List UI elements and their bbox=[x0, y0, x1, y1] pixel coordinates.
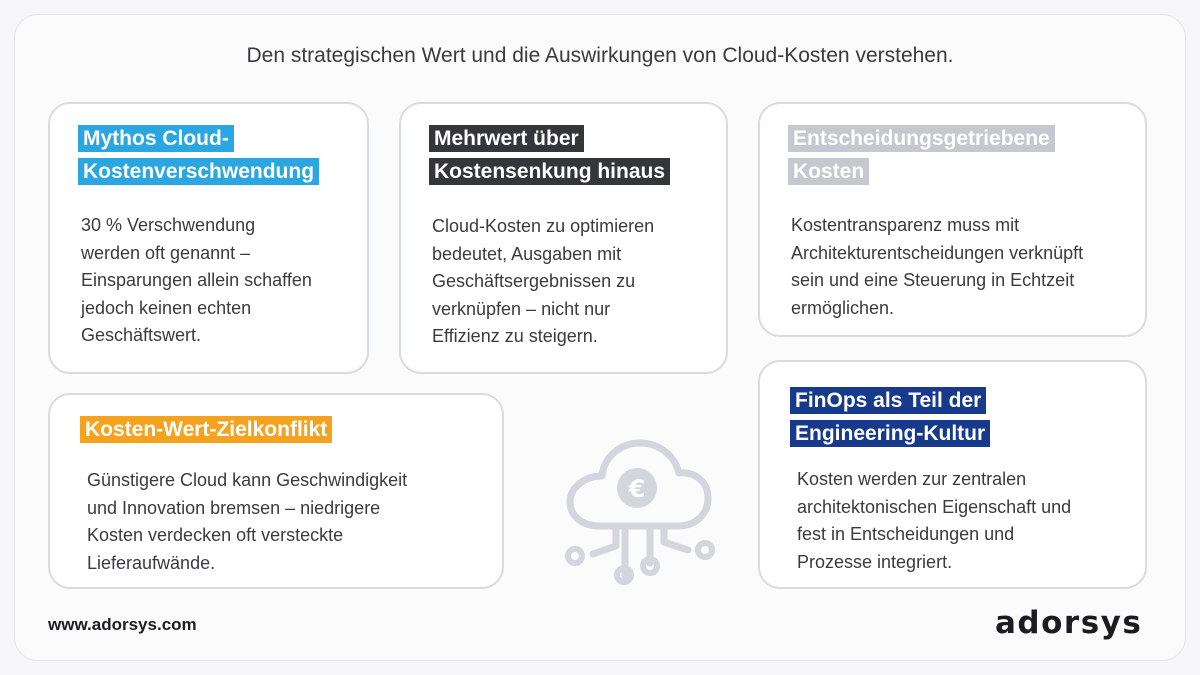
footer-url[interactable]: www.adorsys.com bbox=[48, 615, 197, 634]
card-decision-driven-costs bbox=[758, 102, 1147, 337]
card-title-highlight: Kosten-Wert-Zielkonflikt bbox=[80, 416, 332, 443]
euro-symbol: € bbox=[628, 475, 646, 503]
card-title bbox=[429, 122, 670, 188]
card-title-highlight: Entscheidungsgetriebene Kosten bbox=[788, 125, 1055, 185]
card-title bbox=[80, 413, 332, 446]
card-title bbox=[78, 122, 319, 188]
card-title-highlight: Mythos Cloud- Kostenverschwendung bbox=[78, 125, 319, 185]
card-cost-value-tradeoff bbox=[48, 393, 504, 589]
card-finops-engineering-culture bbox=[758, 360, 1147, 589]
card-body: Kosten werden zur zentralen architektonischen Eigenschaft und fest in Entscheidungen und Prozesse integriert. bbox=[797, 469, 1072, 572]
card-value-beyond-cost bbox=[399, 102, 728, 374]
card-body: 30 % Verschwendung werden oft genannt – Einsparungen allein schaffen jedoch keinen echten Geschäftswert. bbox=[81, 215, 312, 345]
page-headline: Den strategischen Wert und die Auswirkungen von Cloud-Kosten verstehen. bbox=[246, 44, 954, 67]
adorsys-logo: adorsys bbox=[995, 605, 1143, 641]
card-body: Günstigere Cloud kann Geschwindigkeit und Innovation bremsen – niedrigere Kosten verdecken oft versteckte Lieferaufwände. bbox=[87, 470, 408, 573]
card-body: Kostentransparenz muss mit Architekturentscheidungen verknüpft sein und eine Steuerung in Echtzeit ermöglichen. bbox=[791, 215, 1084, 318]
card-title bbox=[790, 384, 990, 450]
cloud-euro-circuit-icon bbox=[560, 438, 720, 588]
card-cloud-waste-myth bbox=[48, 102, 369, 374]
card-title-highlight: Mehrwert über Kostensenkung hinaus bbox=[429, 125, 670, 185]
card-title-highlight: FinOps als Teil der Engineering-Kultur bbox=[790, 387, 990, 447]
card-body: Cloud-Kosten zu optimieren bedeutet, Ausgaben mit Geschäftsergebnissen zu verknüpfen – nicht nur Effizienz zu steigern. bbox=[432, 216, 655, 346]
card-title bbox=[788, 122, 1055, 188]
